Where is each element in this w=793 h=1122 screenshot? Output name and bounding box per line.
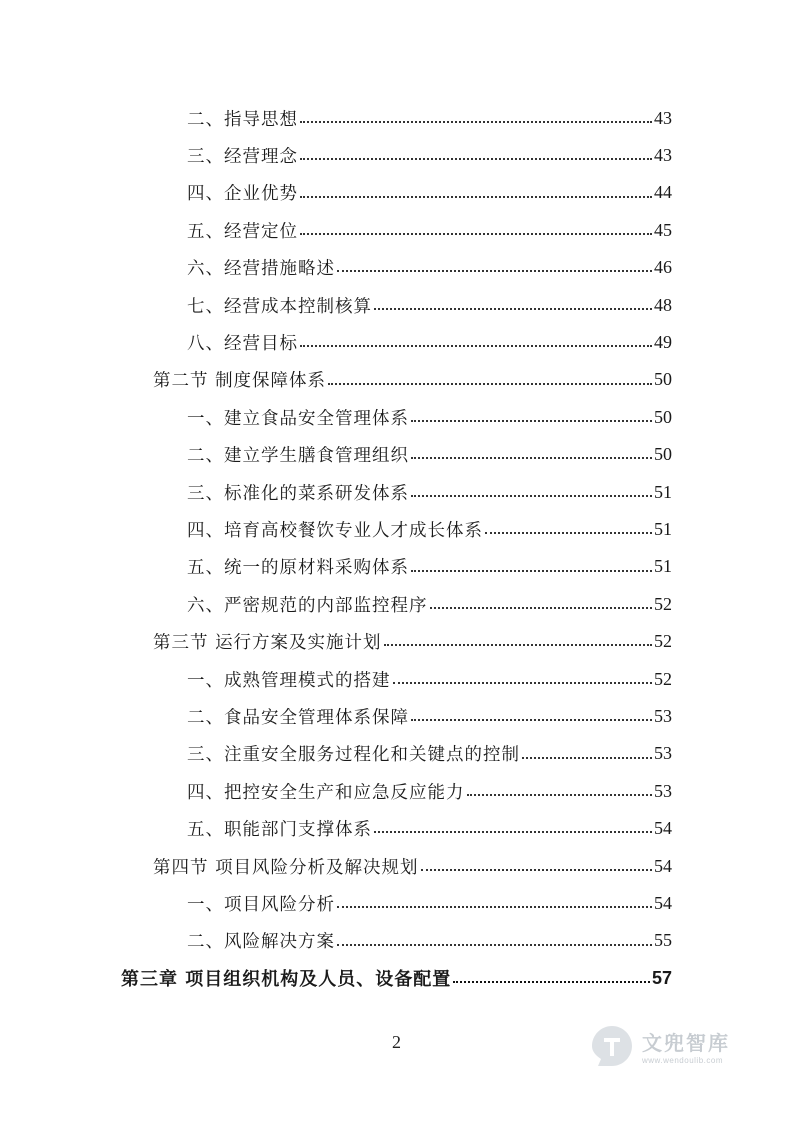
toc-entry[interactable]	[153, 848, 672, 884]
toc-entry-label: 一、项目风险分析	[187, 894, 335, 915]
toc-entry-label: 第三节 运行方案及实施计划	[153, 633, 382, 654]
toc-entry-label: 第四节 项目风险分析及解决规划	[153, 857, 419, 878]
toc-entry-page: 49	[654, 331, 672, 352]
toc-dot-leader	[421, 851, 652, 871]
toc-dot-leader	[300, 178, 652, 198]
toc-dot-leader	[393, 664, 653, 684]
watermark-title: 文兜智库	[642, 1031, 730, 1055]
toc-entry[interactable]	[187, 923, 672, 959]
toc-entry-page: 43	[654, 144, 672, 165]
toc-entry-label: 八、经营目标	[187, 333, 298, 354]
toc-entry[interactable]	[187, 549, 672, 585]
toc-entry-label: 一、成熟管理模式的搭建	[187, 670, 391, 691]
toc-dot-leader	[430, 589, 653, 609]
toc-entry-label: 二、建立学生膳食管理组织	[187, 446, 409, 467]
toc-dot-leader	[300, 103, 652, 123]
toc-dot-leader	[411, 702, 652, 722]
toc-entry-page: 43	[654, 107, 672, 128]
toc-entry-page: 53	[654, 743, 672, 764]
watermark-url: www.wendoulib.com	[642, 1056, 723, 1065]
toc-entry-page: 48	[654, 294, 672, 315]
toc-entry-label: 一、建立食品安全管理体系	[187, 408, 409, 429]
toc-entry[interactable]	[187, 175, 672, 211]
toc-entry[interactable]	[187, 474, 672, 510]
toc-entry[interactable]	[187, 736, 672, 772]
toc-entry[interactable]	[187, 698, 672, 734]
toc-entry[interactable]	[187, 437, 672, 473]
toc-dot-leader	[337, 926, 652, 946]
toc-entry-label: 第三章 项目组织机构及人员、设备配置	[121, 969, 452, 991]
toc-entry[interactable]	[187, 885, 672, 921]
toc-dot-leader	[337, 253, 652, 273]
toc-entry[interactable]	[187, 250, 672, 286]
toc-entry[interactable]	[121, 960, 672, 996]
toc-dot-leader	[411, 440, 652, 460]
toc-entry-label: 四、企业优势	[187, 184, 298, 205]
toc-entry[interactable]	[153, 624, 672, 660]
toc-entry-page: 51	[654, 518, 672, 539]
toc-entry-page: 54	[654, 818, 672, 839]
toc-entry-label: 五、经营定位	[187, 221, 298, 242]
toc-entry-page: 55	[654, 930, 672, 951]
toc-entry-label: 七、经营成本控制核算	[187, 296, 372, 317]
toc-entry[interactable]	[187, 811, 672, 847]
toc-entry-page: 52	[654, 593, 672, 614]
toc-entry-label: 三、标准化的菜系研发体系	[187, 483, 409, 504]
toc-entry-page: 54	[654, 892, 672, 913]
toc-entry-page: 51	[654, 481, 672, 502]
toc-dot-leader	[384, 627, 652, 647]
toc-entry[interactable]	[187, 511, 672, 547]
toc-entry-page: 46	[654, 257, 672, 278]
toc-entry[interactable]	[153, 362, 672, 398]
toc-entry-page: 50	[654, 369, 672, 390]
toc-entry-label: 三、经营理念	[187, 146, 298, 167]
toc-entry-label: 四、培育高校餐饮专业人才成长体系	[187, 520, 483, 541]
toc-dot-leader	[411, 477, 652, 497]
toc-entry-label: 六、严密规范的内部监控程序	[187, 595, 428, 616]
toc-entry[interactable]	[187, 586, 672, 622]
toc-dot-leader	[300, 215, 652, 235]
toc-dot-leader	[337, 889, 652, 909]
toc-entry[interactable]	[187, 773, 672, 809]
toc-entry-label: 五、职能部门支撑体系	[187, 820, 372, 841]
watermark	[588, 1018, 758, 1074]
toc-entry[interactable]	[187, 212, 672, 248]
toc-dot-leader	[300, 141, 652, 161]
toc-entry[interactable]	[187, 287, 672, 323]
toc-entry-label: 五、统一的原材料采购体系	[187, 558, 409, 579]
toc-dot-leader	[374, 290, 652, 310]
toc-entry-page: 53	[654, 705, 672, 726]
toc-dot-leader	[522, 739, 652, 759]
toc-entry-page: 52	[654, 668, 672, 689]
toc-dot-leader	[485, 515, 652, 535]
watermark-logo-icon	[588, 1022, 636, 1070]
toc-entry-page: 51	[654, 556, 672, 577]
toc-entry[interactable]	[187, 661, 672, 697]
toc-dot-leader	[453, 963, 650, 983]
toc-entry-page: 45	[654, 219, 672, 240]
toc-entry-label: 二、指导思想	[187, 109, 298, 130]
toc-dot-leader	[328, 365, 652, 385]
toc-entry[interactable]	[187, 100, 672, 136]
toc-entry-page: 54	[654, 855, 672, 876]
toc-entry-label: 二、风险解决方案	[187, 932, 335, 953]
toc-entry-label: 三、注重安全服务过程化和关键点的控制	[187, 745, 520, 766]
toc-entry-page: 50	[654, 444, 672, 465]
toc-entry[interactable]	[187, 399, 672, 435]
toc-dot-leader	[300, 328, 652, 348]
toc-dot-leader	[411, 552, 652, 572]
toc-entry-page: 57	[651, 967, 672, 988]
toc-entry[interactable]	[187, 137, 672, 173]
toc-entry-label: 二、食品安全管理体系保障	[187, 707, 409, 728]
toc-entry-label: 四、把控安全生产和应急反应能力	[187, 782, 465, 803]
toc-entry-label: 六、经营措施略述	[187, 259, 335, 280]
toc-entry-page: 53	[654, 780, 672, 801]
toc-dot-leader	[374, 814, 652, 834]
toc-entry-page: 50	[654, 406, 672, 427]
page-number: 2	[392, 1032, 401, 1052]
toc-entry-page: 44	[654, 182, 672, 203]
toc-entry[interactable]	[187, 324, 672, 360]
toc-dot-leader	[411, 402, 652, 422]
toc-entry-page: 52	[654, 631, 672, 652]
toc-dot-leader	[467, 776, 653, 796]
toc-entry-label: 第二节 制度保障体系	[153, 371, 327, 392]
